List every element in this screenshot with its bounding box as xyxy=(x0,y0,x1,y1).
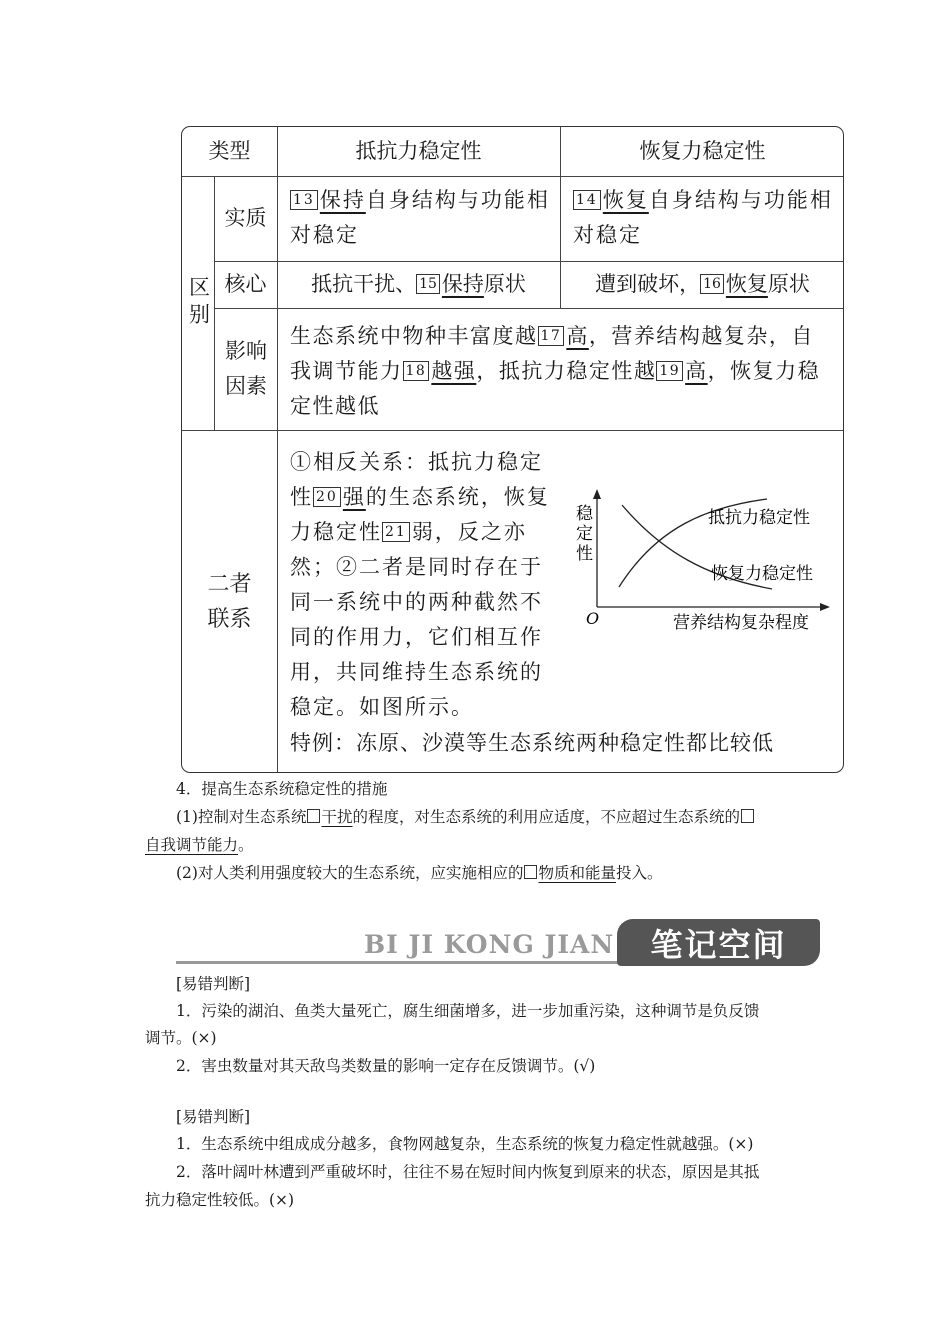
blank-box xyxy=(524,865,537,879)
blank-number: 18 xyxy=(403,361,430,381)
notes2-q1: 1．生态系统中组成成分越多，食物网越复杂，生态系统的恢复力稳定性就越强。(×) xyxy=(176,1135,754,1153)
notes1-heading: [易错判断] xyxy=(176,975,251,993)
table-rule xyxy=(182,176,844,177)
body-text: (2)对人类利用强度较大的生态系统，应实施相应的 xyxy=(176,864,524,882)
fill-answer: 恢复 xyxy=(602,188,649,212)
banner-pinyin: BI JI KONG JIAN xyxy=(364,930,615,959)
y-axis-arrow xyxy=(593,489,601,499)
cell-text: 原状 xyxy=(767,272,810,296)
fill-answer: 强 xyxy=(342,485,366,509)
banner-title: 笔记空间 xyxy=(617,919,820,966)
body-text: (1)控制对生态系统 xyxy=(176,808,307,826)
table-rule xyxy=(182,430,844,431)
notes1-q2: 2．害虫数量对其天敌鸟类数量的影响一定存在反馈调节。(√) xyxy=(176,1057,596,1075)
cell-text: ，恢复力稳定性越低 xyxy=(290,359,821,418)
y-axis-label-3: 性 xyxy=(576,544,593,564)
body-text: 投入。 xyxy=(615,864,663,882)
core-label: 核心 xyxy=(224,272,267,296)
section-4-p2 xyxy=(176,859,663,887)
notes2-q2-cont: 抗力稳定性较低。(×) xyxy=(145,1191,295,1209)
x-axis-arrow xyxy=(820,603,830,611)
blank-box xyxy=(741,809,754,823)
series-label-resistance: 抵抗力稳定性 xyxy=(708,508,810,528)
table-rule xyxy=(277,127,278,773)
y-axis-label-2: 定 xyxy=(576,524,593,544)
fill-answer: 高 xyxy=(685,359,708,383)
blank-number: 13 xyxy=(290,190,318,210)
cell-text: ①相反关系：抵抗力稳定性 xyxy=(290,450,543,509)
blank-number: 16 xyxy=(700,274,724,294)
essence-label: 实质 xyxy=(224,206,267,230)
x-axis-label: 营养结构复杂程度 xyxy=(673,613,809,633)
essence-resilience xyxy=(573,183,835,253)
blank-number: 19 xyxy=(656,361,683,381)
cell-text: 原状 xyxy=(483,272,526,296)
section-4-title: 4．提高生态系统稳定性的措施 xyxy=(176,780,388,798)
fill-answer: 高 xyxy=(566,324,589,348)
blank-number: 15 xyxy=(416,274,440,294)
header-type: 类型 xyxy=(208,139,251,163)
section-4-p1 xyxy=(176,803,816,831)
special-case-text: 特例：冻原、沙漠等生态系统两种稳定性都比较低 xyxy=(290,731,774,755)
section-4-p1-cont xyxy=(145,831,254,859)
cell-text: ，反之亦然； xyxy=(290,520,527,579)
header-resistance: 抵抗力稳定性 xyxy=(355,139,482,163)
cell-text: 的生态系统，恢复力稳定性 xyxy=(290,485,550,544)
difference-label: 区别 xyxy=(186,276,211,330)
fill-answer: 弱 xyxy=(411,520,435,544)
banner-rule xyxy=(176,961,620,964)
core-resistance xyxy=(277,261,560,308)
notes2-heading: [易错判断] xyxy=(176,1108,251,1126)
body-text: 。 xyxy=(238,836,254,854)
stability-comparison-table xyxy=(181,126,844,773)
fill-answer: 恢复 xyxy=(725,272,768,296)
table-rule xyxy=(214,308,844,309)
blank-number: 14 xyxy=(573,190,601,210)
cell-text: 抵抗干扰、 xyxy=(311,272,417,296)
stability-chart xyxy=(567,477,844,637)
cell-text: 自身结构与功能相对稳定 xyxy=(290,188,550,247)
blank-number: 21 xyxy=(382,522,410,542)
cell-text: ，营养结构越复杂，自我调节能力 xyxy=(290,324,814,383)
notes1-q1-cont: 调节。(×) xyxy=(145,1029,217,1047)
origin-label: O xyxy=(586,609,600,628)
factor-label: 影响因素 xyxy=(225,339,267,398)
fill-answer: 干扰 xyxy=(321,808,353,826)
blank-number: 17 xyxy=(538,326,565,346)
fill-answer: 物质和能量 xyxy=(538,864,616,882)
relation-label: 二者联系 xyxy=(207,572,252,632)
notes1-q1: 1．污染的湖泊、鱼类大量死亡，腐生细菌增多，进一步加重污染，这种调节是负反馈 xyxy=(176,1002,760,1020)
fill-answer: 保持 xyxy=(441,272,484,296)
cell-text: ②二者是同时存在于同一系统中的两种截然不同的作用力，它们相互作用，共同维持生态系统的稳定。如图所示。 xyxy=(290,555,543,719)
body-text: 的程度，对生态系统的利用应适度，不应超过生态系统的 xyxy=(352,808,740,826)
cell-text: ，抵抗力稳定性越 xyxy=(476,359,657,383)
header-resilience: 恢复力稳定性 xyxy=(639,139,766,163)
relation-text xyxy=(290,445,562,725)
fill-answer: 保持 xyxy=(319,188,366,212)
y-axis-label-1: 稳 xyxy=(576,504,593,524)
core-resilience xyxy=(560,261,844,308)
factor-content xyxy=(290,319,835,424)
notes2-q2: 2．落叶阔叶林遭到严重破坏时，往往不易在短时间内恢复到原来的状态，原因是其抵 xyxy=(176,1163,760,1181)
series-label-resilience: 恢复力稳定性 xyxy=(711,564,813,584)
blank-box xyxy=(307,809,320,823)
cell-text: 生态系统中物种丰富度越 xyxy=(290,324,538,348)
fill-answer: 越强 xyxy=(431,359,477,383)
cell-text: 自身结构与功能相对稳定 xyxy=(573,188,833,247)
cell-text: 遭到破坏， xyxy=(595,272,701,296)
blank-number: 20 xyxy=(313,487,341,507)
essence-resistance xyxy=(290,183,552,253)
fill-answer: 自我调节能力 xyxy=(145,836,239,854)
